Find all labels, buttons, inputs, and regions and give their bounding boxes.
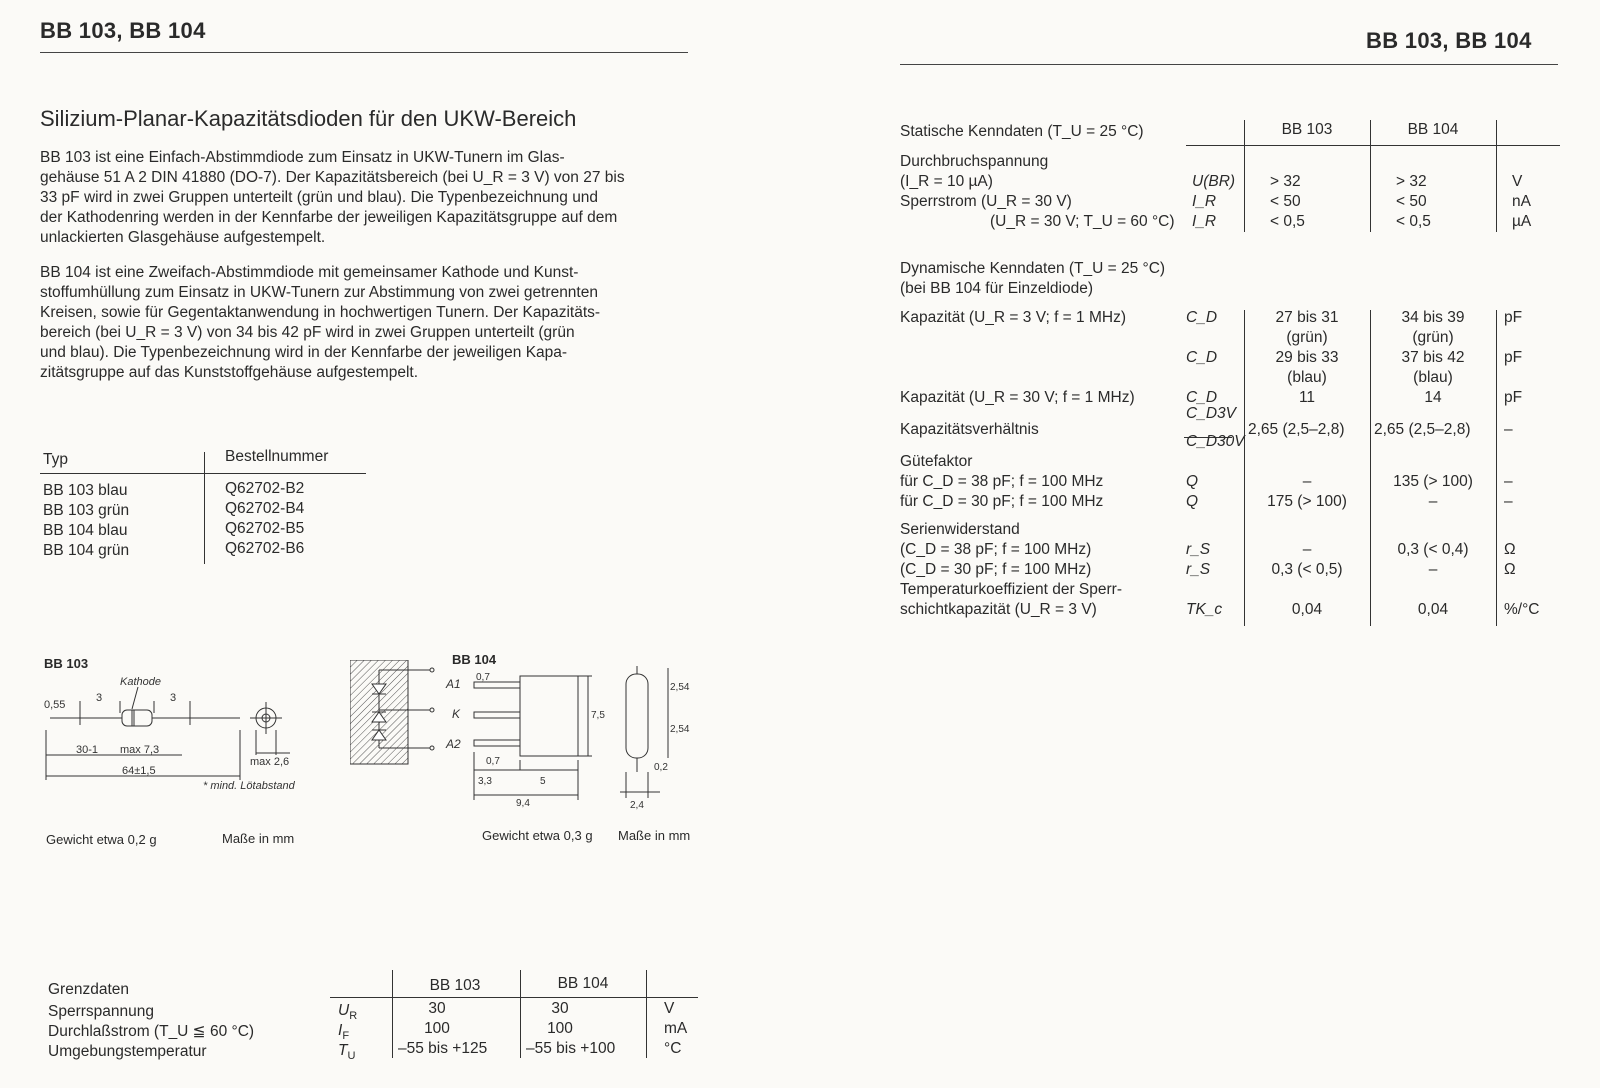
p1-line: 33 pF wird in zwei Gruppen unterteilt (grün und blau). Die Typenbezeichnung und xyxy=(40,189,599,206)
bb104-dim: 9,4 xyxy=(516,798,530,809)
dyn-row-symbol: r_S xyxy=(1186,561,1211,578)
bb104-dim: 3,3 xyxy=(478,776,492,787)
static-row-unit: V xyxy=(1512,173,1523,190)
static-row-bb104: < 0,5 xyxy=(1396,213,1431,230)
bb104-dim: 2,54 xyxy=(670,724,690,735)
bb103-weight: Gewicht etwa 0,2 g xyxy=(46,832,157,847)
dyn-row-unit: pF xyxy=(1504,349,1523,366)
dyn-row-bb104: 0,04 xyxy=(1417,601,1449,618)
p1-line: unlackierten Glasgehäuse aufgestempelt. xyxy=(40,229,326,246)
order-type: BB 104 grün xyxy=(43,542,130,559)
dyn-row-bb103: 175 (> 100) xyxy=(1267,493,1347,510)
dyn-subtitle: (bei BB 104 für Einzeldiode) xyxy=(900,280,1094,297)
left-header-rule xyxy=(40,52,688,53)
dyn-row-unit: Ω xyxy=(1504,561,1516,578)
dyn-row-label: schichtkapazität (U_R = 3 V) xyxy=(900,601,1097,618)
right-page-header: BB 103, BB 104 xyxy=(1366,28,1532,53)
static-row-unit: µA xyxy=(1512,213,1532,230)
static-row-label: (U_R = 30 V; T_U = 60 °C) xyxy=(990,213,1175,230)
bb103-units: Maße in mm xyxy=(222,831,295,846)
right-header-rule xyxy=(900,64,1558,65)
bb103-note: * mind. Lötabstand xyxy=(203,780,295,792)
document-title: Silizium-Planar-Kapazitätsdioden für den UKW-Bereich xyxy=(40,106,577,131)
dyn-row-label: für C_D = 38 pF; f = 100 MHz xyxy=(900,473,1104,490)
bb104-dim: 5 xyxy=(540,776,546,787)
order-number: Q62702-B5 xyxy=(225,520,305,537)
static-row-symbol: I_R xyxy=(1192,213,1217,230)
dyn-row-unit: Ω xyxy=(1504,541,1516,558)
static-row-label: Durchbruchspannung xyxy=(900,153,1049,170)
limits-symbol: $U_R$ xyxy=(338,1002,358,1023)
dyn-row-bb104: (blau) xyxy=(1413,369,1453,386)
limits-rule xyxy=(330,997,698,998)
dyn-row-bb103: – xyxy=(1302,541,1312,558)
dyn-row-bb104: 0,3 (< 0,4) xyxy=(1397,541,1469,558)
dyn-row-symbol: C_D xyxy=(1186,389,1218,406)
limits-value-bb103: 100 xyxy=(424,1020,450,1037)
static-row-bb103: < 0,5 xyxy=(1270,213,1305,230)
bb104-drawing-label: BB 104 xyxy=(452,652,497,667)
static-row-label: (I_R = 10 µA) xyxy=(900,173,993,190)
order-number: Q62702-B2 xyxy=(225,480,305,497)
order-type: BB 103 blau xyxy=(43,482,128,499)
bb103-dim: max 2,6 xyxy=(250,756,290,768)
static-row-bb103: < 50 xyxy=(1270,193,1301,210)
dyn-row-bb104: – xyxy=(1428,493,1438,510)
dyn-row-unit: – xyxy=(1504,493,1513,510)
limits-label: Sperrspannung xyxy=(48,1003,154,1020)
static-row-unit: nA xyxy=(1512,193,1531,210)
dyn-row-symbol: Q xyxy=(1186,493,1199,510)
static-col-bb103: BB 103 xyxy=(1281,121,1333,138)
limits-value-bb104: 100 xyxy=(547,1020,573,1037)
dyn-row-unit: – xyxy=(1504,473,1513,490)
static-divider xyxy=(1244,120,1245,232)
bb104-dim: 0,2 xyxy=(654,762,668,773)
bb104-dim: 7,5 xyxy=(591,710,605,721)
limits-unit: V xyxy=(664,1000,675,1017)
order-type: BB 104 blau xyxy=(43,522,128,539)
dyn-row-bb104: (grün) xyxy=(1412,329,1454,346)
dyn-row-label: (C_D = 38 pF; f = 100 MHz) xyxy=(900,541,1092,558)
limits-symbol: $I_F$ xyxy=(338,1022,350,1043)
bb104-pin-k: K xyxy=(452,707,461,721)
bb103-dim: 30-1 xyxy=(76,744,99,756)
dyn-row-bb104: 37 bis 42 xyxy=(1401,349,1465,366)
bb104-pin-a1: A1 xyxy=(446,677,461,691)
dyn-row-symbol: TK_c xyxy=(1186,601,1223,618)
limits-value-bb104: –55 bis +100 xyxy=(526,1040,616,1057)
dyn-row-bb104: 14 xyxy=(1424,389,1442,406)
dyn-row-symbol: r_S xyxy=(1186,541,1211,558)
bb103-package-drawing xyxy=(40,675,310,810)
static-row-symbol: I_R xyxy=(1192,193,1217,210)
order-table-rule xyxy=(40,473,366,474)
p2-line: und blau). Die Typenbezeichnung wird in der Kennfarbe der jeweiligen Kapa- xyxy=(40,344,568,361)
dyn-row-bb103: 0,3 (< 0,5) xyxy=(1271,561,1343,578)
p2-line: Kreisen, sowie für Gegentaktanwendung in hochwertigen Tunern. Der Kapazitäts- xyxy=(40,304,601,321)
bb104-dim: 2,4 xyxy=(630,800,644,811)
static-col-bb104: BB 104 xyxy=(1407,121,1459,138)
static-row-bb104: < 50 xyxy=(1396,193,1427,210)
limits-value-bb104: 30 xyxy=(551,1000,569,1017)
paragraph-bb104 xyxy=(40,263,682,383)
static-row-symbol: U(BR) xyxy=(1192,173,1236,190)
order-number: Q62702-B6 xyxy=(225,540,305,557)
limits-value-bb103: –55 bis +125 xyxy=(398,1040,488,1057)
static-divider xyxy=(1496,120,1497,232)
bb104-dim: 0,7 xyxy=(476,672,490,683)
dyn-row-bb103: (grün) xyxy=(1286,329,1328,346)
dyn-row-label: Kapazität (U_R = 3 V; f = 1 MHz) xyxy=(900,309,1126,326)
p2-line: bereich (bei U_R = 3 V) von 34 bis 42 pF wird in zwei Gruppen unterteilt (grün xyxy=(40,324,575,341)
p1-line: gehäuse 51 A 2 DIN 41880 (DO-7). Der Kapazitätsbereich (bei U_R = 3 V) von 27 bis xyxy=(40,169,625,186)
dyn-title: Dynamische Kenndaten (T_U = 25 °C) xyxy=(900,260,1166,277)
limits-value-bb103: 30 xyxy=(428,1000,446,1017)
bb103-kathode-label: Kathode xyxy=(120,676,161,688)
limits-label: Umgebungstemperatur xyxy=(48,1043,207,1060)
dyn-row-symbol: C_D xyxy=(1186,309,1218,326)
bb103-dim: max 7,3 xyxy=(120,744,160,756)
static-row-label: Sperrstrom (U_R = 30 V) xyxy=(900,193,1072,210)
dyn-row-bb103: – xyxy=(1302,473,1312,490)
dyn-row-symbol: C_D xyxy=(1186,349,1218,366)
p2-line: BB 104 ist eine Zweifach-Abstimmdiode mit gemeinsamer Kathode und Kunst- xyxy=(40,264,579,281)
limits-label: Durchlaßstrom (T_U ≦ 60 °C) xyxy=(48,1023,255,1040)
p1-line: der Kathodenring werden in der Kennfarbe der jeweiligen Kapazitätsgruppe auf dem xyxy=(40,209,618,226)
limits-title: Grenzdaten xyxy=(48,981,129,998)
dyn-row-bb103: 2,65 (2,5–2,8) xyxy=(1248,421,1345,438)
order-table-divider xyxy=(204,452,205,564)
dyn-row-bb103: 0,04 xyxy=(1291,601,1323,618)
dyn-row-label: Kapazitätsverhältnis xyxy=(900,421,1039,438)
dyn-row-symbol: C_D30V xyxy=(1186,433,1245,450)
bb103-dim: 3 xyxy=(96,692,103,704)
bb103-drawing-label: BB 103 xyxy=(44,656,89,671)
bb104-weight: Gewicht etwa 0,3 g xyxy=(482,828,593,843)
dyn-row-bb103: 29 bis 33 xyxy=(1275,349,1339,366)
dyn-row-unit: pF xyxy=(1504,309,1523,326)
dyn-row-bb104: – xyxy=(1428,561,1438,578)
dyn-row-label: für C_D = 30 pF; f = 100 MHz xyxy=(900,493,1104,510)
dyn-row-symbol: C_D3V xyxy=(1186,405,1236,422)
dyn-row-label: Gütefaktor xyxy=(900,453,973,470)
static-row-bb104: > 32 xyxy=(1396,173,1427,190)
bb103-dim: 64±1,5 xyxy=(122,765,156,777)
limits-col-bb104: BB 104 xyxy=(557,975,609,992)
dyn-row-label: Serienwiderstand xyxy=(900,521,1020,538)
static-rule xyxy=(1186,145,1560,146)
order-number: Q62702-B4 xyxy=(225,500,305,517)
limits-unit: mA xyxy=(664,1020,688,1037)
dyn-row-label: Temperaturkoeffizient der Sperr- xyxy=(900,581,1122,598)
limits-col-bb103: BB 103 xyxy=(429,977,481,994)
dyn-row-bb103: (blau) xyxy=(1287,369,1327,386)
bb104-package-drawing xyxy=(350,660,695,820)
static-divider xyxy=(1370,120,1371,232)
paragraph-bb103 xyxy=(40,148,682,248)
limits-divider xyxy=(646,970,647,1058)
dyn-row-symbol: Q xyxy=(1186,473,1199,490)
dyn-row-label: Kapazität (U_R = 30 V; f = 1 MHz) xyxy=(900,389,1135,406)
static-title: Statische Kenndaten (T_U = 25 °C) xyxy=(900,123,1144,140)
dyn-row-label: (C_D = 30 pF; f = 100 MHz) xyxy=(900,561,1092,578)
dyn-row-unit: – xyxy=(1504,421,1513,438)
p1-line: BB 103 ist eine Einfach-Abstimmdiode zum Einsatz in UKW-Tunern im Glas- xyxy=(40,149,565,166)
bb103-dim: 0,55 xyxy=(44,699,66,711)
bb104-dim: 0,7 xyxy=(486,756,500,767)
p2-line: stoffumhüllung zum Einsatz in UKW-Tunern zur Abstimmung von zwei getrennten xyxy=(40,284,598,301)
order-type: BB 103 grün xyxy=(43,502,130,519)
limits-symbol: $T_U$ xyxy=(338,1042,356,1063)
bb103-dim: 3 xyxy=(170,692,177,704)
dyn-row-unit: pF xyxy=(1504,389,1523,406)
limits-unit: °C xyxy=(664,1040,682,1057)
left-page-header: BB 103, BB 104 xyxy=(40,18,206,43)
dyn-row-unit: %/°C xyxy=(1504,601,1540,618)
bb104-pin-a2: A2 xyxy=(446,737,461,751)
order-col-bestellnummer: Bestellnummer xyxy=(225,448,329,465)
p2-line: zitätsgruppe auf das Kunststoffgehäuse aufgestempelt. xyxy=(40,364,418,381)
order-col-typ: Typ xyxy=(43,451,68,468)
dyn-row-bb103: 11 xyxy=(1298,389,1316,406)
dyn-row-bb104: 135 (> 100) xyxy=(1393,473,1473,490)
static-row-bb103: > 32 xyxy=(1270,173,1301,190)
dyn-row-bb104: 34 bis 39 xyxy=(1401,309,1465,326)
dyn-row-bb104: 2,65 (2,5–2,8) xyxy=(1374,421,1471,438)
dyn-divider xyxy=(1496,310,1497,626)
dyn-row-bb103: 27 bis 31 xyxy=(1275,309,1339,326)
bb104-units: Maße in mm xyxy=(618,828,691,843)
bb104-dim: 2,54 xyxy=(670,682,690,693)
